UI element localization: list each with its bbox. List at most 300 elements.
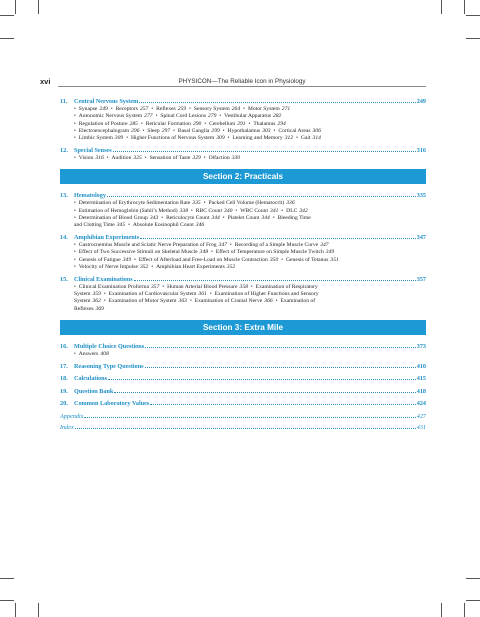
chapter-number: 13. [60,192,68,200]
topic-name: System [74,290,91,297]
chapter-number: 15. [60,275,68,283]
topic-item[interactable] [301,135,321,141]
bullet-icon: • [161,215,164,221]
topic-item[interactable] [228,215,270,221]
crop-mark [15,0,16,14]
chapter-heading-link[interactable] [60,147,426,155]
topic-name: Regulation of Posture [78,120,128,127]
chapter-page-number: 357 [416,275,426,283]
toc-chapter [60,343,426,358]
topic-name: Higher Functions of Nervous System [130,135,215,142]
topic-name: Recording of a Simple Muscle Curve [234,241,319,248]
chapter-page-number: 373 [416,342,426,350]
topic-page-number: 369 [95,305,104,312]
topic-item[interactable] [215,291,319,297]
bullet-icon: • [273,128,276,134]
chapter-title: Amphibian Experiments [74,233,140,241]
topic-line [74,284,426,291]
topic-item[interactable] [156,106,186,112]
topic-name: DLC [286,207,298,214]
topic-item[interactable] [79,135,123,141]
topic-item[interactable] [196,208,233,214]
topic-page-number: 361 [198,290,207,297]
chapter-number: 17. [60,362,68,370]
topic-item[interactable] [194,106,240,112]
chapter-title: Reasoning Type Questions [74,362,144,370]
topic-item[interactable] [109,291,207,297]
topic-page-number: 299 [211,127,220,134]
dot-leader [84,417,415,418]
topic-item[interactable] [79,155,104,161]
topic-name: Limbic System [78,135,113,142]
topic-line [74,200,426,207]
chapter-heading-link[interactable] [60,98,426,106]
chapter-title: Central Nervous System [74,98,139,105]
topic-item[interactable] [79,242,227,248]
topic-name: Platelet Count [227,214,260,221]
topic-page-number: 342 [299,207,308,214]
toc-chapter [60,276,426,313]
topic-page-number: 362 [92,298,101,305]
topic-page-number: 271 [281,106,291,112]
topic-name: Reticular Formation [145,120,191,127]
bullet-icon: • [106,155,109,161]
crop-mark [466,600,480,601]
topic-item[interactable] [79,264,149,270]
topic-name: Examination of Respiratory [255,283,318,290]
dot-leader [113,151,416,152]
topic-name: Electroencephalogram [78,127,130,134]
chapter-title: Calculations [74,375,108,383]
topic-line [74,121,426,128]
bullet-icon: • [296,136,298,142]
bullet-icon: • [142,128,145,134]
bullet-icon: • [281,257,284,263]
topic-item[interactable] [79,113,153,119]
bullet-icon: • [235,208,238,214]
topic-list [60,200,426,229]
toc-chapter [60,363,426,371]
topic-page-number: 290 [192,120,202,127]
topic-page-number: 312 [284,135,294,142]
topic-name: Hypothalamus [227,127,261,134]
topic-page-number: 352 [226,263,236,270]
topic-item[interactable] [133,222,204,228]
crop-mark [441,603,442,617]
topic-name: Effect of Afterload and Free-Load on Muscle Contraction [138,256,268,263]
topic-item[interactable] [240,208,278,214]
bullet-icon: • [74,242,76,248]
topic-item[interactable] [79,208,188,214]
bullet-icon: • [229,242,232,248]
bullet-icon: • [211,250,213,256]
topic-item[interactable] [248,106,290,112]
chapter-title: Common Laboratory Values [74,400,150,408]
crop-mark [15,603,16,617]
topic-item[interactable] [79,351,109,357]
topic-item[interactable] [178,128,220,134]
topic-page-number: 264 [231,106,241,112]
topic-name: Amphibian Heart Experiments [156,263,225,270]
chapter-heading-link[interactable] [60,234,426,242]
topic-list [60,242,426,271]
topic-page-number: 294 [277,120,286,127]
bullet-icon: • [189,299,192,305]
topic-name: Examination of Higher Functions and Sensory [214,290,319,297]
bullet-icon: • [190,208,193,214]
topic-page-number: 359 [92,290,101,297]
bullet-icon: • [103,291,106,297]
bullet-icon: • [74,155,76,161]
topic-name: System [74,298,91,305]
topic-list [60,284,426,313]
topic-item[interactable] [131,135,225,141]
dot-leader [150,404,415,405]
topic-page-number: 282 [272,113,282,120]
bullet-icon: • [74,136,76,142]
topic-page-number: 343 [149,214,159,221]
bullet-icon: • [162,284,165,290]
topic-name: Velocity of Nerve Impulse [78,263,138,270]
topic-item[interactable] [74,298,101,304]
topic-page-number: 309 [216,135,225,142]
topic-item[interactable] [208,200,294,206]
topic-page-number: 314 [312,135,321,142]
topic-item[interactable] [79,121,138,127]
topic-name: Sensation of Taste [149,154,191,161]
topic-line [74,257,426,264]
topic-name: Cerebellum [209,120,236,127]
topic-name: and Clotting Time [74,222,115,229]
topic-name: Olfaction [208,154,230,161]
topic-item[interactable] [209,121,246,127]
topic-name: Packed Cell Volume (Hematocrit) [208,200,285,207]
topic-name: Vision [78,154,94,161]
topic-page-number: 325 [133,154,142,161]
topic-name: Receptors [115,106,138,112]
crop-mark [466,578,480,579]
bullet-icon: • [134,257,136,263]
topic-item[interactable] [167,284,248,290]
topic-name: Gait [300,135,311,142]
chapter-title: Multiple Choice Questions [74,342,145,350]
topic-page-number: 335 [192,200,201,207]
topic-item[interactable] [160,113,216,119]
topic-page-number: 330 [231,154,241,161]
topic-name: Genesis of Fatigue [78,256,121,263]
topic-item[interactable] [216,249,334,255]
entry-page-number: 427 [416,412,426,420]
topic-page-number: 363 [178,298,187,305]
topic-item[interactable] [224,113,281,119]
topic-page-number: 336 [286,200,295,207]
topic-name: Absolute Eosinophil Count [132,222,194,229]
crop-mark [464,603,465,617]
topic-name: WBC Count [240,207,269,214]
topic-item[interactable] [74,222,125,228]
bullet-icon: • [151,264,154,270]
bullet-icon: • [243,107,245,112]
bullet-icon: • [74,215,76,221]
chapter-number: 18. [60,375,68,383]
bullet-icon: • [248,121,251,127]
crop-mark [441,0,442,14]
topic-item[interactable] [79,200,201,206]
toc-chapter [60,375,426,383]
topic-line [74,249,426,256]
toc-chapter [60,192,426,229]
crop-mark [0,38,14,39]
topic-name: Examination of [280,298,316,305]
topic-page-number: 408 [100,350,109,357]
dot-leader [75,428,416,429]
bullet-icon: • [250,284,253,290]
topic-page-number: 340 [224,207,233,214]
topic-page-number: 279 [208,113,217,120]
topic-page-number: 346 [195,222,205,229]
bullet-icon: • [209,291,212,297]
topic-line [74,208,426,215]
topic-item[interactable] [79,284,160,290]
topic-page-number: 344 [211,214,220,221]
topic-item[interactable] [116,106,149,112]
bullet-icon: • [74,114,76,120]
bullet-icon: • [74,121,76,127]
topic-name: Cortical Areas [278,127,311,134]
crop-mark [466,15,480,16]
bullet-icon: • [140,121,143,127]
dot-leader [134,280,416,281]
chapter-heading-link[interactable] [60,400,426,408]
topic-item[interactable] [166,215,220,221]
topic-name: Vestibular Apparatus [224,113,271,120]
topic-item[interactable] [79,106,108,112]
chapter-title: Hematology [74,192,106,200]
bullet-icon: • [126,136,128,142]
topic-page-number: 306 [312,127,321,134]
chapter-heading-link[interactable] [60,375,426,383]
topic-name: Determination of Erythrocyte Sedimentation Rate [78,200,191,207]
topic-item[interactable] [79,249,208,255]
topic-page-number: 345 [116,222,126,229]
bullet-icon: • [74,351,76,357]
table-of-contents [60,98,426,435]
topic-page-number: 349 [122,256,132,263]
topic-line [74,106,426,113]
crop-mark [0,15,14,16]
bullet-icon: • [74,257,76,263]
dot-leader [140,238,416,239]
crop-mark [0,600,14,601]
topic-item[interactable] [146,121,202,127]
bullet-icon: • [74,284,76,290]
topic-item[interactable] [156,264,235,270]
topic-item[interactable] [79,215,159,221]
bullet-icon: • [74,264,76,270]
toc-entry-link[interactable] [60,413,426,421]
topic-name: Learning and Memory [232,135,283,142]
chapter-number: 16. [60,342,68,350]
topic-page-number: 329 [192,154,201,161]
topic-name: Autonomic Nervous System [78,113,143,120]
topic-name: Bleeding Time [277,214,311,221]
topic-page-number: 259 [177,106,187,112]
topic-page-number: 338 [179,207,188,214]
chapter-title: Question Bank [74,387,114,395]
topic-item[interactable] [286,257,339,263]
chapter-page-number: 424 [416,400,426,408]
bullet-icon: • [204,121,207,127]
topic-line [74,135,426,142]
topic-item[interactable] [278,128,321,134]
topic-page-number: 297 [161,127,171,134]
topic-name: Estimation of Hemoglobin (Sahli’s Method) [78,207,178,214]
bullet-icon: • [103,299,106,305]
chapter-heading-link[interactable] [60,363,426,371]
topic-page-number: 249 [99,106,108,112]
chapter-page-number: 316 [416,146,426,154]
topic-line [74,351,426,358]
topic-page-number: 349 [325,249,335,256]
topic-name: Audition [111,154,132,161]
topic-name: Reflexes [156,106,176,112]
bullet-icon: • [74,128,76,134]
topic-page-number: 348 [199,249,209,256]
topic-item[interactable] [209,155,241,161]
bullet-icon: • [203,155,206,161]
topic-list [60,155,426,162]
dot-leader [114,392,415,393]
topic-item[interactable] [112,155,142,161]
topic-item[interactable] [228,128,271,134]
crop-mark [0,578,14,579]
topic-page-number: 285 [129,120,138,127]
crop-mark [38,603,39,617]
topic-item[interactable] [79,128,140,134]
chapter-page-number: 249 [416,98,426,105]
topic-item[interactable] [253,121,285,127]
topic-page-number: 350 [269,256,279,263]
topic-page-number: 277 [144,113,153,120]
topic-item[interactable] [74,291,101,297]
chapter-number: 19. [60,387,68,395]
topic-item[interactable] [280,298,315,304]
topic-line [74,222,426,229]
topic-item[interactable] [286,208,308,214]
topic-name: Sleep [147,127,160,134]
chapter-number: 11. [60,98,68,105]
topic-item[interactable] [195,298,273,304]
topic-item[interactable] [256,284,318,290]
entry-title: Index [60,423,74,431]
chapter-number: 20. [60,400,68,408]
bullet-icon: • [275,299,278,305]
page-number: xvi [40,77,51,86]
running-title: PHYSICON—The Reliable Icon in Physiology [178,78,306,85]
chapter-heading-link[interactable] [60,343,426,351]
bullet-icon: • [173,128,175,134]
topic-name: Examination of Motor System [108,298,177,305]
bullet-icon: • [74,208,76,214]
topic-item[interactable] [79,257,131,263]
topic-page-number: 352 [139,263,149,270]
toc-chapter [60,147,426,162]
dot-leader [139,102,415,103]
topic-name: Examination of Cranial Nerve [194,298,263,305]
topic-line [74,264,426,271]
bullet-icon: • [74,201,76,207]
dot-leader [145,367,416,368]
crop-mark [466,38,480,39]
entry-page-number: 431 [416,423,426,431]
toc-chapter [60,388,426,396]
topic-line [74,306,426,313]
topic-name: Examination of Cardiovascular System [108,290,197,297]
topic-name: Human Arterial Blood Pressure [167,283,238,290]
topic-item[interactable] [235,242,329,248]
topic-page-number: 291 [237,120,246,127]
bullet-icon: • [74,107,76,112]
entry-title: Appendix [60,412,84,420]
topic-page-number: 344 [261,214,270,221]
toc-chapter [60,98,426,142]
topic-item[interactable] [150,155,201,161]
bullet-icon: • [74,250,76,256]
topic-name: Genesis of Tetanus [286,256,329,263]
topic-item[interactable] [147,128,170,134]
topic-line [74,113,426,120]
bullet-icon: • [281,208,284,214]
topic-item[interactable] [109,298,187,304]
topic-item[interactable] [139,257,278,263]
crop-mark [464,0,465,14]
topic-name: Effect of Two Successive Stimuli on Skeletal Muscle [78,249,198,256]
dot-leader [108,379,416,380]
chapter-page-number: 347 [416,233,426,241]
topic-name: Spinal Cord Lesions [160,113,207,120]
topic-name: Effect of Temperature on Simple Muscle Twitch [215,249,324,256]
topic-name: Thalamus [253,120,276,127]
section-banner: Section 3: Extra Mile [60,320,426,335]
chapter-heading-link[interactable] [60,276,426,284]
bullet-icon: • [203,201,206,207]
topic-list [60,351,426,358]
toc-chapter [60,234,426,271]
chapter-heading-link[interactable] [60,388,426,396]
topic-page-number: 316 [95,154,104,161]
topic-name: Motor System [247,106,280,112]
topic-page-number: 303 [262,127,271,134]
topic-name: Clinical Examination Proforma [78,283,149,290]
topic-list [60,106,426,142]
topic-page-number: 309 [114,135,124,142]
topic-item[interactable] [74,306,104,312]
toc-entry-link[interactable] [60,424,426,432]
topic-name: Reticulocyte Count [166,214,210,221]
topic-item[interactable] [278,215,311,221]
bullet-icon: • [110,107,113,112]
topic-page-number: 366 [264,298,273,305]
topic-name: Sensory System [193,106,230,112]
bullet-icon: • [155,114,158,120]
section-banner: Section 2: Practicals [60,169,426,184]
bullet-icon: • [222,128,225,134]
topic-item[interactable] [232,135,293,141]
chapter-title: Clinical Examinations [74,275,133,283]
topic-page-number: 347 [218,241,227,248]
crop-mark [38,0,39,14]
dot-leader [145,347,416,348]
